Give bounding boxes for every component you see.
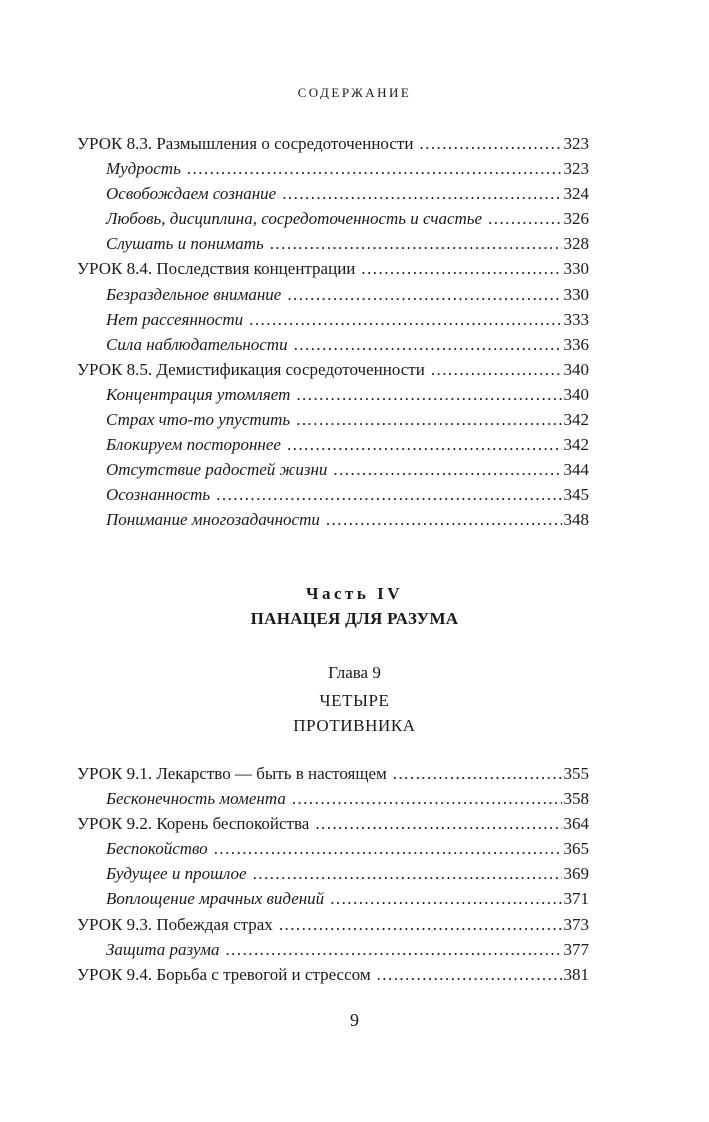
- toc-entry-title: Понимание многозадачности: [106, 510, 320, 530]
- dot-leader: [326, 507, 562, 532]
- running-head: СОДЕРЖАНИЕ: [297, 85, 412, 100]
- part-label: Часть IV: [305, 584, 403, 603]
- toc-subentry: [77, 206, 589, 231]
- toc-entry-page: 345: [563, 485, 589, 505]
- toc-entry-page: 344: [563, 460, 589, 480]
- toc-subentry: [77, 181, 589, 206]
- toc-subentry: [77, 382, 589, 407]
- toc-entry-page: 348: [563, 510, 589, 530]
- toc-entry-page: 342: [563, 435, 589, 455]
- toc-lesson-entry: [77, 256, 589, 281]
- toc-entry-title: УРОК 9.3. Побеждая страх: [77, 914, 273, 934]
- toc-entry-title: Сила наблюдательности: [106, 334, 288, 354]
- dot-leader: [377, 962, 562, 987]
- dot-leader: [249, 307, 561, 332]
- toc-entry-title: Нет рассеянности: [106, 309, 244, 329]
- toc-entry-title: Воплощение мрачных видений: [106, 889, 325, 909]
- toc-entry-title: УРОК 9.4. Борьба с тревогой и стрессом: [77, 964, 371, 984]
- toc-subentry: [77, 861, 589, 886]
- toc-entry-title: Слушать и понимать: [106, 234, 264, 254]
- toc-subentry: [77, 836, 589, 861]
- toc-entry-page: 364: [563, 814, 589, 834]
- toc-entry-page: 333: [563, 309, 589, 329]
- toc-entry-title: Будущее и прошлое: [106, 864, 247, 884]
- dot-leader: [292, 786, 562, 811]
- toc-entry-title: УРОК 8.4. Последствия концентрации: [77, 259, 356, 279]
- toc-entry-page: 336: [563, 334, 589, 354]
- toc-entry-page: 326: [563, 209, 589, 229]
- dot-leader: [214, 836, 562, 861]
- dot-leader: [279, 912, 562, 937]
- toc-subentry: [77, 231, 589, 256]
- part-title: ПАНАЦЕЯ ДЛЯ РАЗУМА: [250, 609, 459, 628]
- toc-lesson-entry: [77, 811, 589, 836]
- toc-subentry: [77, 156, 589, 181]
- dot-leader: [315, 811, 561, 836]
- dot-leader: [419, 131, 561, 156]
- dot-leader: [294, 332, 562, 357]
- toc-subentry: [77, 457, 589, 482]
- toc-entry-title: Концентрация утомляет: [106, 384, 291, 404]
- toc-lesson-entry: [77, 912, 589, 937]
- toc-entry-page: 369: [563, 864, 589, 884]
- toc-entry-page: 358: [563, 789, 589, 809]
- toc-entry-page: 355: [563, 764, 589, 783]
- toc-entry-page: 373: [563, 914, 589, 934]
- toc-entry-page: 323: [563, 159, 589, 179]
- toc-lesson-entry: [77, 962, 589, 987]
- dot-leader: [361, 256, 561, 281]
- dot-leader: [225, 937, 561, 962]
- toc-entry-title: Блокируем постороннее: [106, 435, 281, 455]
- toc-subentry: [77, 432, 589, 457]
- toc-entry-title: УРОК 9.1. Лекарство — быть в настоящем: [77, 764, 387, 783]
- toc-subentry: [77, 786, 589, 811]
- toc-entry-page: 324: [563, 184, 589, 204]
- toc-entry-title: Безраздельное внимание: [106, 284, 282, 304]
- toc-entry-title: УРОК 8.3. Размышления о сосредоточенности: [77, 134, 414, 153]
- dot-leader: [287, 282, 561, 307]
- toc-entry-page: 342: [563, 410, 589, 430]
- toc-block-1: [77, 131, 589, 533]
- toc-subentry: [77, 507, 589, 532]
- dot-leader: [282, 181, 561, 206]
- dot-leader: [187, 156, 562, 181]
- toc-entry-page: 328: [563, 234, 589, 254]
- toc-entry-page: 365: [563, 839, 589, 859]
- toc-lesson-entry: [77, 761, 589, 786]
- toc-lesson-entry: [77, 357, 589, 382]
- toc-subentry: [77, 282, 589, 307]
- toc-subentry: [77, 482, 589, 507]
- toc-entry-title: УРОК 9.2. Корень беспокойства: [77, 814, 310, 834]
- dot-leader: [253, 861, 562, 886]
- toc-entry-page: 340: [563, 359, 589, 379]
- dot-leader: [330, 886, 561, 911]
- dot-leader: [296, 407, 561, 432]
- toc-entry-page: 330: [563, 259, 589, 279]
- toc-entry-page: 377: [563, 939, 589, 959]
- toc-entry-title: Бесконечность момента: [106, 789, 286, 809]
- toc-entry-title: Отсутствие радостей жизни: [106, 460, 328, 480]
- toc-block-2: [77, 761, 589, 987]
- dot-leader: [287, 432, 562, 457]
- toc-subentry: [77, 937, 589, 962]
- toc-subentry: [77, 407, 589, 432]
- toc-subentry: [77, 307, 589, 332]
- dot-leader: [296, 382, 561, 407]
- dot-leader: [488, 206, 561, 231]
- toc-entry-title: Защита разума: [106, 939, 220, 959]
- toc-entry-page: 323: [563, 134, 589, 153]
- toc-entry-title: Мудрость: [106, 159, 181, 179]
- toc-entry-title: Любовь, дисциплина, сосредоточенность и счастье: [106, 209, 483, 229]
- toc-lesson-entry: [77, 131, 589, 156]
- dot-leader: [393, 761, 562, 786]
- dot-leader: [216, 482, 561, 507]
- chapter-title: [0, 688, 709, 738]
- toc-entry-title: Страх что-то упустить: [106, 410, 291, 430]
- toc-subentry: [77, 332, 589, 357]
- toc-entry-page: 381: [563, 964, 589, 984]
- toc-entry-page: 371: [563, 889, 589, 909]
- dot-leader: [270, 231, 562, 256]
- toc-entry-page: 330: [563, 284, 589, 304]
- dot-leader: [333, 457, 561, 482]
- toc-subentry: [77, 886, 589, 911]
- chapter-label: Глава 9: [328, 663, 381, 682]
- page-number: 9: [350, 1010, 359, 1030]
- toc-entry-title: УРОК 8.5. Демистификация сосредоточенности: [77, 359, 425, 379]
- toc-entry-page: 340: [563, 384, 589, 404]
- toc-entry-title: Осознанность: [106, 485, 211, 505]
- toc-entry-title: Освобождаем сознание: [106, 184, 277, 204]
- chapter-title-line-2: ПРОТИВНИКА: [293, 716, 416, 735]
- dot-leader: [431, 357, 562, 382]
- toc-entry-title: Беспокойство: [106, 839, 208, 859]
- chapter-title-line-1: ЧЕТЫРЕ: [319, 691, 390, 710]
